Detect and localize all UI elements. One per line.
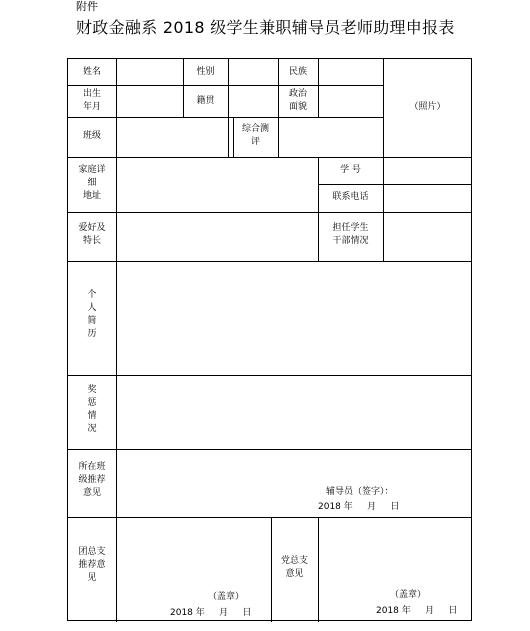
resume-label: 个 人 简 历 [87,290,97,339]
party-seal: （盖章） [390,590,427,600]
league-seal: （盖章） [208,592,245,602]
class-recommendation-label: 所在班 级推荐 意见 [78,462,106,498]
political-status-label: 政治 面貌 [288,89,307,112]
ethnicity-label: 民族 [288,67,307,77]
native-place-label: 籍贯 [196,96,215,106]
cadre-experience-label: 担任学生 干部情况 [332,223,369,246]
name-label: 姓名 [82,67,101,77]
class-label: 班级 [82,131,101,141]
party-opinion-label: 党总支 意见 [280,556,308,579]
league-date: 2018 年 月 日 [170,608,252,618]
hobby-label: 爱好及 特长 [78,223,106,246]
birth-label: 出生 年月 [82,89,101,112]
awards-label: 奖 惩 情 况 [87,385,97,434]
gender-label: 性别 [196,67,215,77]
photo-placeholder: （照片） [409,102,446,112]
attachment-label: 附件 [76,0,98,13]
phone-label: 联系电话 [332,192,369,202]
student-id-label: 学 号 [340,165,361,175]
party-date: 2018 年 月 日 [376,606,458,616]
application-form-table [67,58,472,621]
counselor-date: 2018 年 月 日 [318,502,400,512]
counselor-signature: 辅导员（签字）： [326,487,394,497]
league-recommendation-label: 团总支 推荐意 见 [78,547,106,583]
page-title: 财政金融系 2018 级学生兼职辅导员老师助理申报表 [76,18,455,37]
home-address-label: 家庭详 细 地址 [78,165,106,201]
evaluation-label: 综合测 评 [241,124,269,147]
